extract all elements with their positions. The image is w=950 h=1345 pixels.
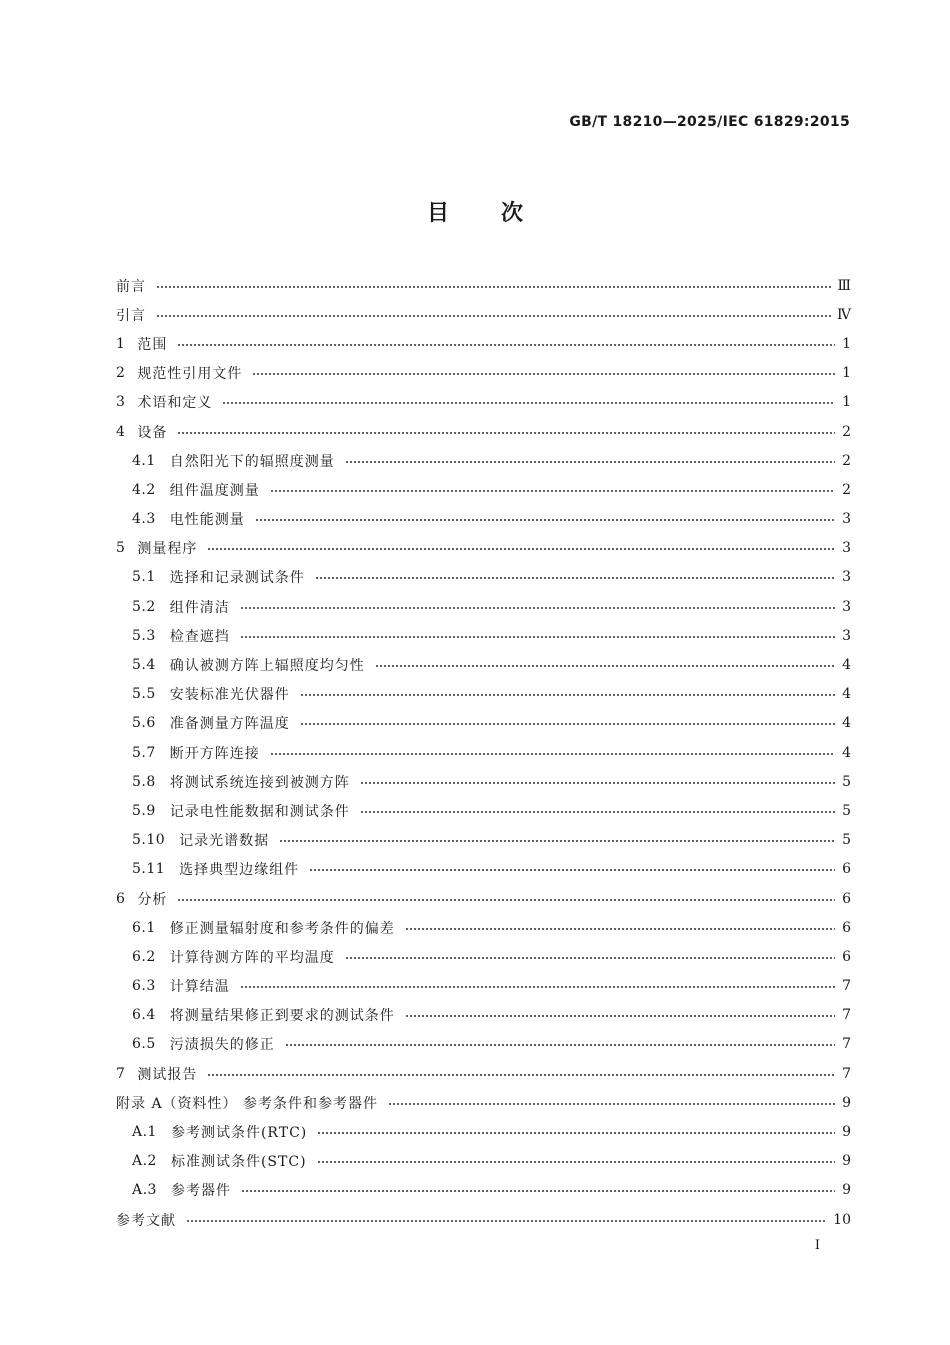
toc-entry[interactable] bbox=[116, 767, 851, 796]
toc-entry-label: 分析 bbox=[137, 891, 168, 908]
dot-leader bbox=[317, 1161, 835, 1163]
toc-entry[interactable] bbox=[116, 855, 851, 884]
toc-entry-label: 选择和记录测试条件 bbox=[169, 570, 305, 587]
dot-leader bbox=[255, 519, 835, 521]
dot-leader bbox=[300, 723, 835, 725]
toc-entry-label: 断开方阵连接 bbox=[169, 745, 260, 762]
toc-entry-page: 2 bbox=[842, 423, 851, 440]
dot-leader bbox=[285, 1044, 835, 1046]
toc-entry-label: 安装标准光伏器件 bbox=[169, 687, 290, 704]
toc-entry-page: 4 bbox=[842, 657, 851, 674]
toc-entry-label: 检查遮挡 bbox=[169, 628, 230, 645]
toc-entry-number: 5.10 bbox=[132, 832, 166, 849]
toc-entry-label: 自然阳光下的辐照度测量 bbox=[169, 453, 335, 470]
toc-entry-label: 将测量结果修正到要求的测试条件 bbox=[169, 1008, 395, 1025]
toc-entry[interactable] bbox=[116, 534, 851, 563]
toc-entry-label: 测试报告 bbox=[137, 1066, 198, 1083]
toc-entry-number: 5.6 bbox=[132, 715, 156, 732]
dot-leader bbox=[240, 636, 835, 638]
toc-entry-number: A.2 bbox=[132, 1153, 157, 1170]
toc-entry-page: 7 bbox=[842, 978, 851, 995]
toc-entry[interactable] bbox=[116, 1176, 851, 1205]
toc-entry-number: 6.1 bbox=[132, 919, 156, 936]
dot-leader bbox=[405, 928, 835, 930]
toc-entry-label: 记录光谱数据 bbox=[179, 833, 270, 850]
toc-entry-page: 4 bbox=[842, 686, 851, 703]
toc-entry-page: 2 bbox=[842, 452, 851, 469]
toc-entry-number: A.3 bbox=[132, 1182, 157, 1199]
toc-entry[interactable] bbox=[116, 1117, 851, 1146]
dot-leader bbox=[156, 315, 831, 317]
toc-entry[interactable] bbox=[116, 972, 851, 1001]
toc-entry-label: 记录电性能数据和测试条件 bbox=[169, 803, 350, 820]
toc-entry-label: 测量程序 bbox=[137, 541, 198, 558]
toc-entry-label: 污渍损失的修正 bbox=[169, 1037, 275, 1054]
toc-entry[interactable] bbox=[116, 505, 851, 534]
toc-entry[interactable] bbox=[116, 1088, 851, 1117]
dot-leader bbox=[207, 548, 835, 550]
toc-entry-page: 9 bbox=[842, 1094, 851, 1111]
toc-entry-label: 参考文献 bbox=[116, 1212, 176, 1229]
dot-leader bbox=[240, 986, 835, 988]
toc-entry-label: 参考器件 bbox=[170, 1183, 231, 1200]
toc-entry[interactable] bbox=[116, 913, 851, 942]
toc-entry[interactable] bbox=[116, 329, 851, 358]
toc-entry-label: 确认被测方阵上辐照度均匀性 bbox=[169, 658, 365, 675]
toc-entry[interactable] bbox=[116, 417, 851, 446]
toc-entry[interactable] bbox=[116, 884, 851, 913]
dot-leader bbox=[252, 373, 835, 375]
dot-leader bbox=[405, 1015, 835, 1017]
toc-entry[interactable] bbox=[116, 300, 851, 329]
toc-entry-label: 组件温度测量 bbox=[169, 482, 260, 499]
toc-entry-page: 7 bbox=[842, 1007, 851, 1024]
toc-entry[interactable] bbox=[116, 475, 851, 504]
dot-leader bbox=[309, 869, 835, 871]
toc-entry-label: 参考测试条件(RTC) bbox=[170, 1125, 308, 1142]
toc-entry-label: 规范性引用文件 bbox=[137, 366, 243, 383]
toc-entry-page: 9 bbox=[842, 1182, 851, 1199]
toc-entry-page: 1 bbox=[842, 365, 851, 382]
toc-entry-number: 5.5 bbox=[132, 686, 156, 703]
toc-entry[interactable] bbox=[116, 650, 851, 679]
toc-entry-number: 6 bbox=[116, 890, 126, 907]
dot-leader bbox=[177, 899, 835, 901]
toc-entry[interactable] bbox=[116, 359, 851, 388]
toc-entry-label: 范围 bbox=[137, 336, 168, 353]
dot-leader bbox=[360, 811, 835, 813]
dot-leader bbox=[388, 1103, 835, 1105]
toc-entry-page: 6 bbox=[842, 948, 851, 965]
dot-leader bbox=[186, 1220, 827, 1222]
dot-leader bbox=[207, 1074, 835, 1076]
toc-entry[interactable] bbox=[116, 388, 851, 417]
toc-entry-label: 电性能测量 bbox=[169, 512, 245, 529]
toc-entry-number: 4 bbox=[116, 423, 126, 440]
dot-leader bbox=[345, 957, 835, 959]
toc-entry-page: 3 bbox=[842, 598, 851, 615]
dot-leader bbox=[317, 1132, 835, 1134]
dot-leader bbox=[360, 782, 835, 784]
toc-entry-number: 5.4 bbox=[132, 657, 156, 674]
toc-entry-number: 3 bbox=[116, 394, 126, 411]
toc-entry-label: 修正测量辐射度和参考条件的偏差 bbox=[169, 920, 395, 937]
toc-entry-page: 3 bbox=[842, 627, 851, 644]
toc-entry-page: 3 bbox=[842, 569, 851, 586]
toc-entry-label: 前言 bbox=[116, 278, 146, 295]
toc-entry-number: 6.2 bbox=[132, 948, 156, 965]
toc-entry-page: 6 bbox=[842, 890, 851, 907]
toc-entry-number: 5.9 bbox=[132, 802, 156, 819]
toc-entry-page: 5 bbox=[842, 802, 851, 819]
toc-entry-number: A.1 bbox=[132, 1124, 157, 1141]
toc-entry-page: 4 bbox=[842, 744, 851, 761]
dot-leader bbox=[315, 577, 835, 579]
toc-entry-number: 6.5 bbox=[132, 1036, 156, 1053]
page-title: 目次 bbox=[426, 201, 575, 226]
toc-entry-label: 准备测量方阵温度 bbox=[169, 716, 290, 733]
toc-entry-label: 选择典型边缘组件 bbox=[179, 862, 300, 879]
dot-leader bbox=[270, 753, 835, 755]
dot-leader bbox=[156, 286, 831, 288]
toc-entry-page: 1 bbox=[842, 394, 851, 411]
toc-entry-page: 7 bbox=[842, 1036, 851, 1053]
toc-entry-number: 6.3 bbox=[132, 978, 156, 995]
toc-entry-label: 计算待测方阵的平均温度 bbox=[169, 949, 335, 966]
toc-entry-page: 3 bbox=[842, 540, 851, 557]
toc-entry-page: 3 bbox=[842, 511, 851, 528]
toc-entry-label: 计算结温 bbox=[169, 979, 230, 996]
toc-entry-number: 5.11 bbox=[132, 861, 166, 878]
toc-entry-label: 引言 bbox=[116, 307, 146, 324]
dot-leader bbox=[345, 461, 835, 463]
toc-entry[interactable] bbox=[116, 1059, 851, 1088]
toc-entry-page: 7 bbox=[842, 1065, 851, 1082]
toc-entry-page: Ⅲ bbox=[837, 277, 851, 294]
toc-entry[interactable] bbox=[116, 592, 851, 621]
table-of-contents bbox=[116, 271, 851, 1234]
toc-entry-number: 5 bbox=[116, 540, 126, 557]
toc-entry-number: 5.3 bbox=[132, 627, 156, 644]
toc-entry[interactable] bbox=[116, 1030, 851, 1059]
toc-entry-page: 10 bbox=[833, 1211, 851, 1228]
dot-leader bbox=[241, 1190, 835, 1192]
dot-leader bbox=[177, 432, 835, 434]
toc-entry-page: 1 bbox=[842, 335, 851, 352]
toc-entry-page: 5 bbox=[842, 773, 851, 790]
dot-leader bbox=[300, 694, 835, 696]
toc-entry-label: 设备 bbox=[137, 424, 168, 441]
dot-leader bbox=[240, 607, 835, 609]
dot-leader bbox=[270, 490, 835, 492]
dot-leader bbox=[177, 344, 835, 346]
toc-entry-number: 4.2 bbox=[132, 481, 156, 498]
toc-entry-number: 4.3 bbox=[132, 511, 156, 528]
dot-leader bbox=[279, 840, 835, 842]
page-number: Ⅰ bbox=[814, 1238, 820, 1253]
toc-entry-number: 6.4 bbox=[132, 1007, 156, 1024]
toc-entry-page: 6 bbox=[842, 919, 851, 936]
dot-leader bbox=[375, 665, 835, 667]
toc-entry[interactable] bbox=[116, 796, 851, 825]
toc-entry-number: 2 bbox=[116, 365, 126, 382]
toc-entry-label: 将测试系统连接到被测方阵 bbox=[169, 774, 350, 791]
toc-entry-page: 4 bbox=[842, 715, 851, 732]
toc-entry[interactable] bbox=[116, 621, 851, 650]
toc-entry-page: 6 bbox=[842, 861, 851, 878]
toc-entry[interactable] bbox=[116, 1205, 851, 1234]
toc-entry-number: 5.7 bbox=[132, 744, 156, 761]
toc-entry-number: 5.2 bbox=[132, 598, 156, 615]
toc-entry-label: 标准测试条件(STC) bbox=[170, 1154, 307, 1171]
toc-entry[interactable] bbox=[116, 1001, 851, 1030]
toc-entry[interactable] bbox=[116, 563, 851, 592]
toc-entry[interactable] bbox=[116, 738, 851, 767]
toc-entry[interactable] bbox=[116, 709, 851, 738]
toc-entry-page: 2 bbox=[842, 481, 851, 498]
toc-entry-page: 9 bbox=[842, 1153, 851, 1170]
toc-entry-page: 9 bbox=[842, 1124, 851, 1141]
toc-entry-label: 附录 A（资料性） 参考条件和参考器件 bbox=[116, 1095, 379, 1112]
toc-entry-number: 5.1 bbox=[132, 569, 156, 586]
toc-entry[interactable] bbox=[116, 271, 851, 300]
toc-entry[interactable] bbox=[116, 446, 851, 475]
dot-leader bbox=[222, 402, 835, 404]
toc-entry[interactable] bbox=[116, 680, 851, 709]
toc-entry-number: 5.8 bbox=[132, 773, 156, 790]
toc-entry-number: 1 bbox=[116, 335, 126, 352]
toc-entry[interactable] bbox=[116, 942, 851, 971]
toc-entry[interactable] bbox=[116, 1147, 851, 1176]
toc-entry-label: 组件清洁 bbox=[169, 599, 230, 616]
toc-entry-number: 7 bbox=[116, 1065, 126, 1082]
toc-entry-label: 术语和定义 bbox=[137, 395, 213, 412]
toc-entry-number: 4.1 bbox=[132, 452, 156, 469]
document-code: GB/T 18210—2025/IEC 61829:2015 bbox=[569, 114, 850, 130]
toc-entry-page: 5 bbox=[842, 832, 851, 849]
toc-entry[interactable] bbox=[116, 826, 851, 855]
toc-entry-page: Ⅳ bbox=[837, 306, 851, 323]
